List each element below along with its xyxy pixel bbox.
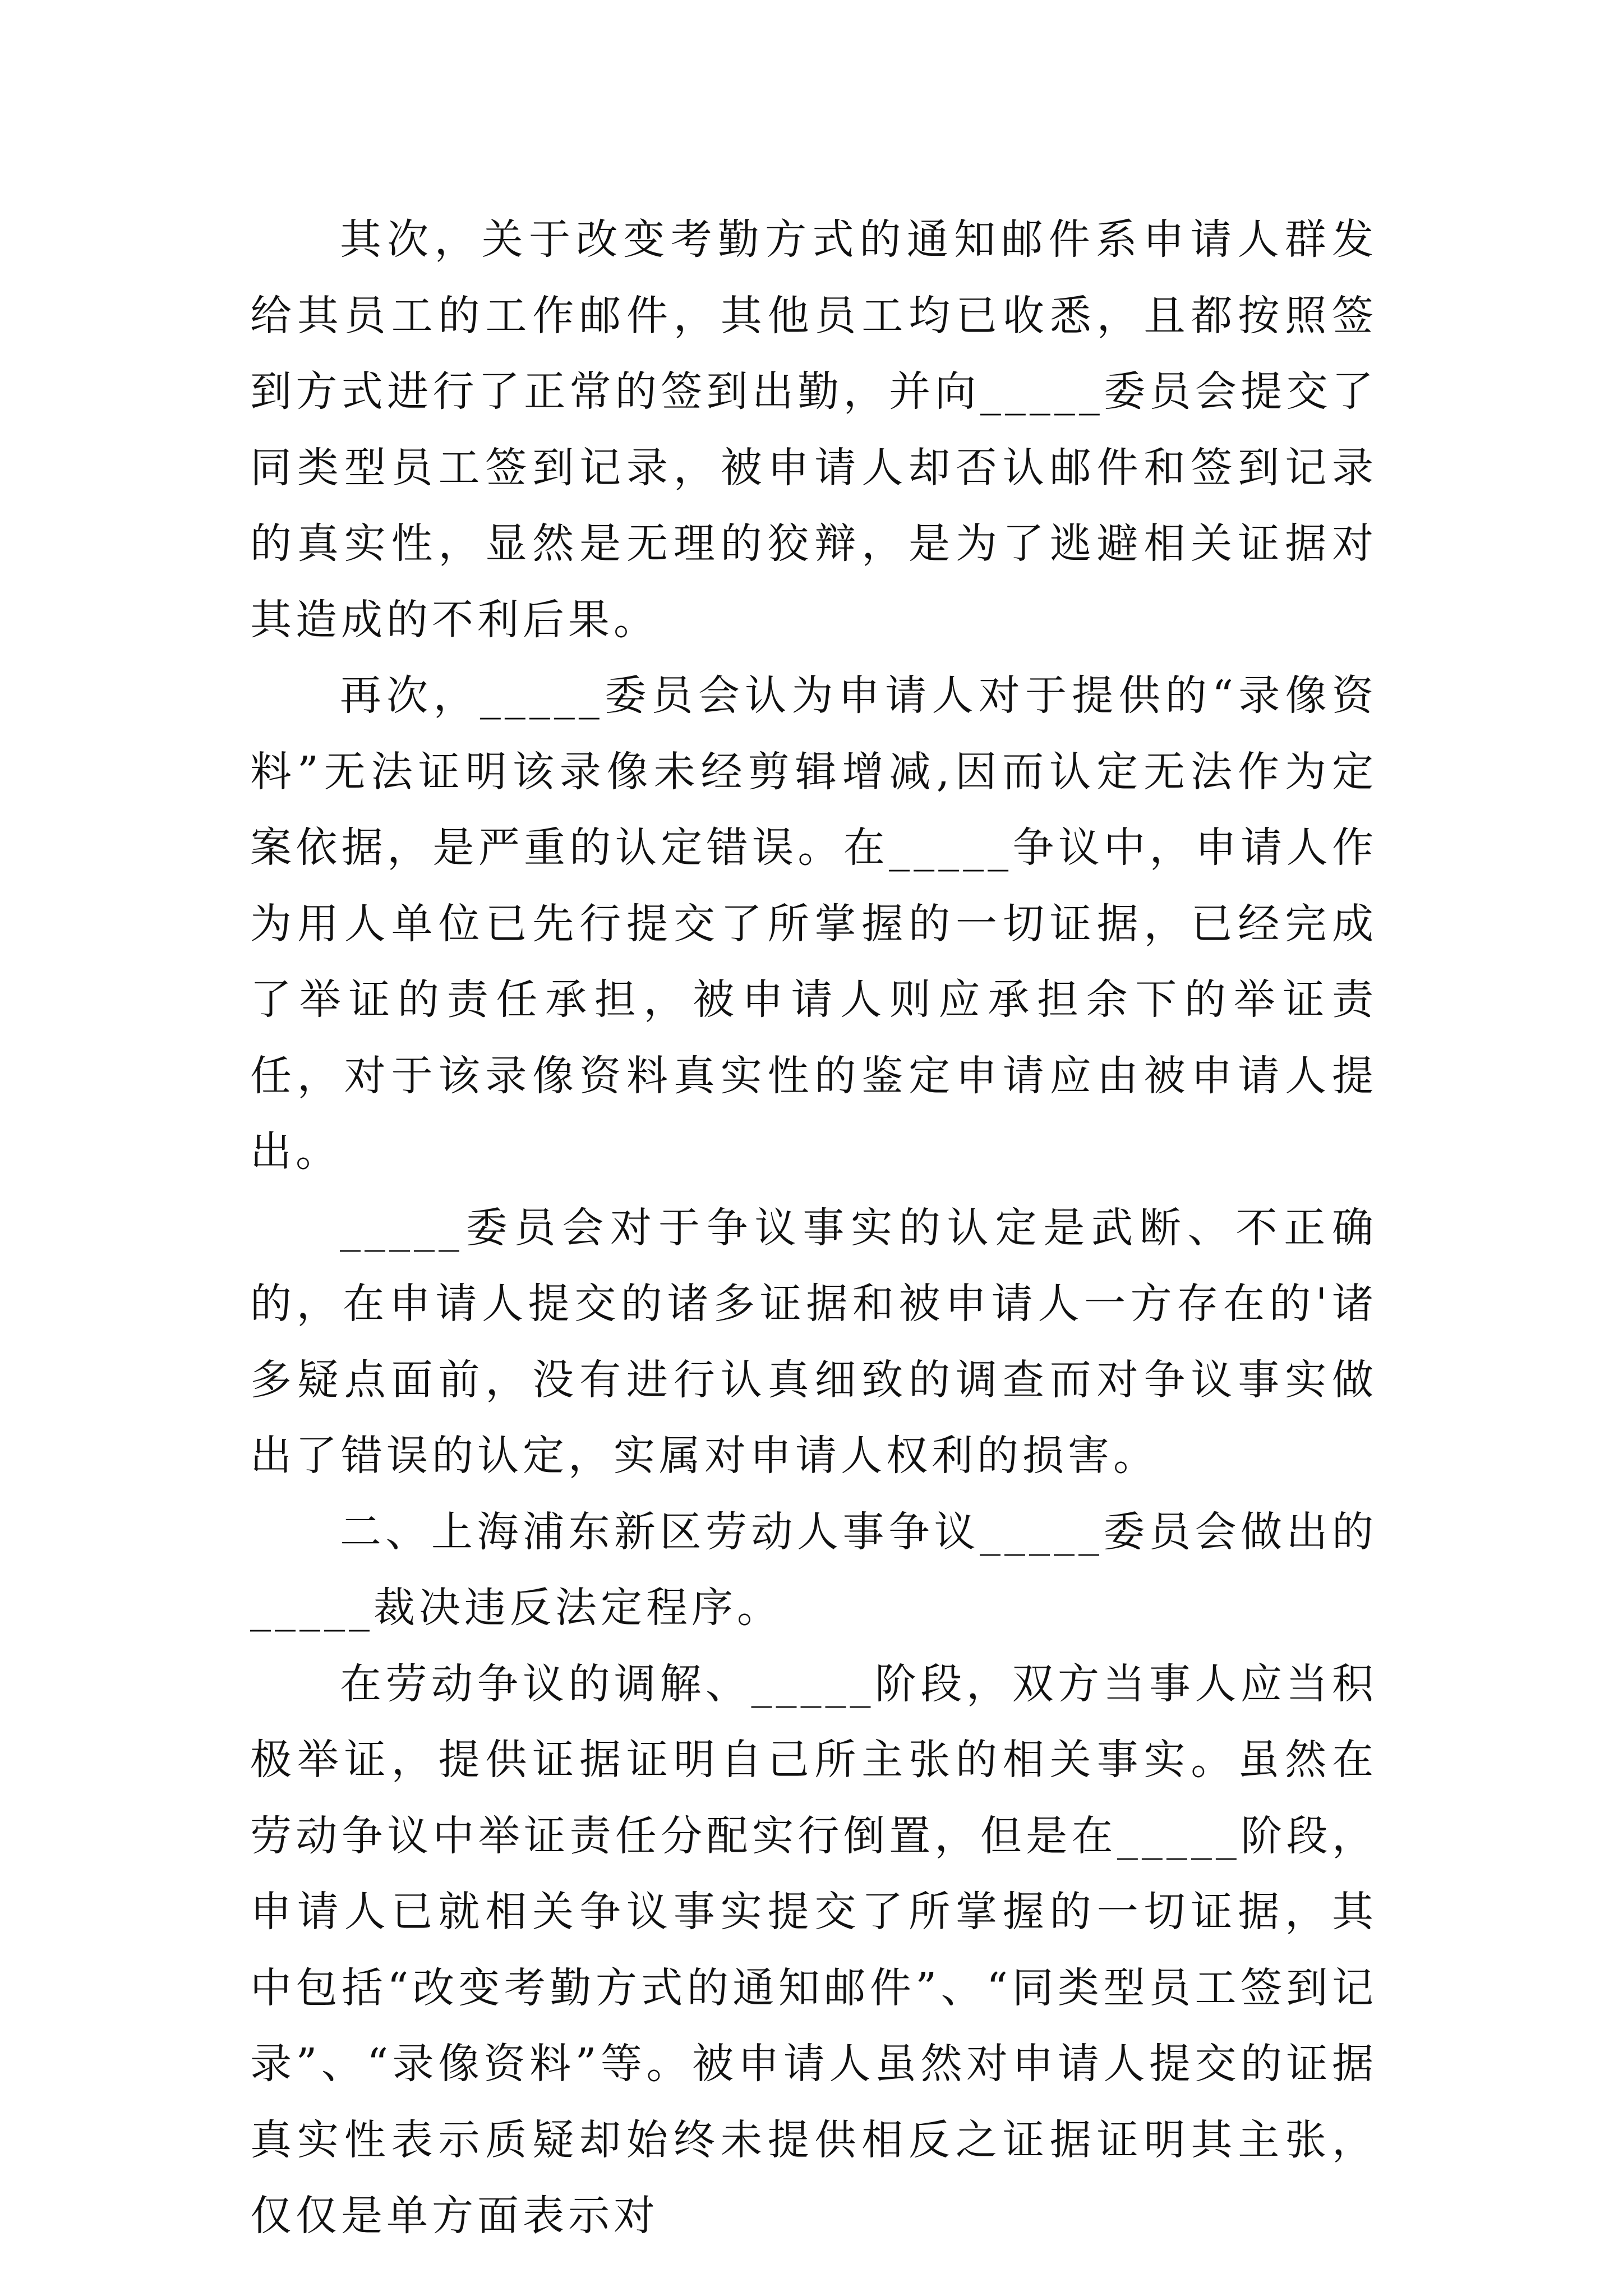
paragraph-fact-finding: _____委员会对于争议事实的认定是武断、不正确的，在申请人提交的诸多证据和被申请人一方存在的'诸多疑点面前，没有进行认真细致的调查而对争议事实做出了错误的认定，实属对申请人权利的损害。 xyxy=(250,1203,1377,1480)
paragraph-section-two-heading: 二、上海浦东新区劳动人事争议_____委员会做出的_____裁决违反法定程序。 xyxy=(250,1507,1377,1632)
paragraph-burden-of-proof: 在劳动争议的调解、_____阶段，双方当事人应当积极举证，提供证据证明自己所主张的相关事实。虽然在劳动争议中举证责任分配实行倒置，但是在_____阶段，申请人已就相关争议事实提交了所掌握的一切证据，其中包括“改变考勤方式的通知邮件”、“同类型员工签到记录”、“录像资料”等。被申请人虽然对申请人提交的证据真实性表示质疑却始终未提供相反之证据证明其主张，仅仅是单方面表示对 xyxy=(250,1659,1377,2240)
paragraph-video-evidence: 再次，_____委员会认为申请人对于提供的“录像资料”无法证明该录像未经剪辑增减,因而认定无法作为定案依据，是严重的认定错误。在_____争议中，申请人作为用人单位已先行提交了所掌握的一切证据，已经完成了举证的责任承担，被申请人则应承担余下的举证责任，对于该录像资料真实性的鉴定申请应由被申请人提出。 xyxy=(250,671,1377,1176)
paragraph-attendance-email: 其次，关于改变考勤方式的通知邮件系申请人群发给其员工的工作邮件，其他员工均已收悉，且都按照签到方式进行了正常的签到出勤，并向_____委员会提交了同类型员工签到记录，被申请人却否认邮件和签到记录的真实性，显然是无理的狡辩，是为了逃避相关证据对其造成的不利后果。 xyxy=(250,215,1377,644)
document-body xyxy=(250,202,1377,2254)
